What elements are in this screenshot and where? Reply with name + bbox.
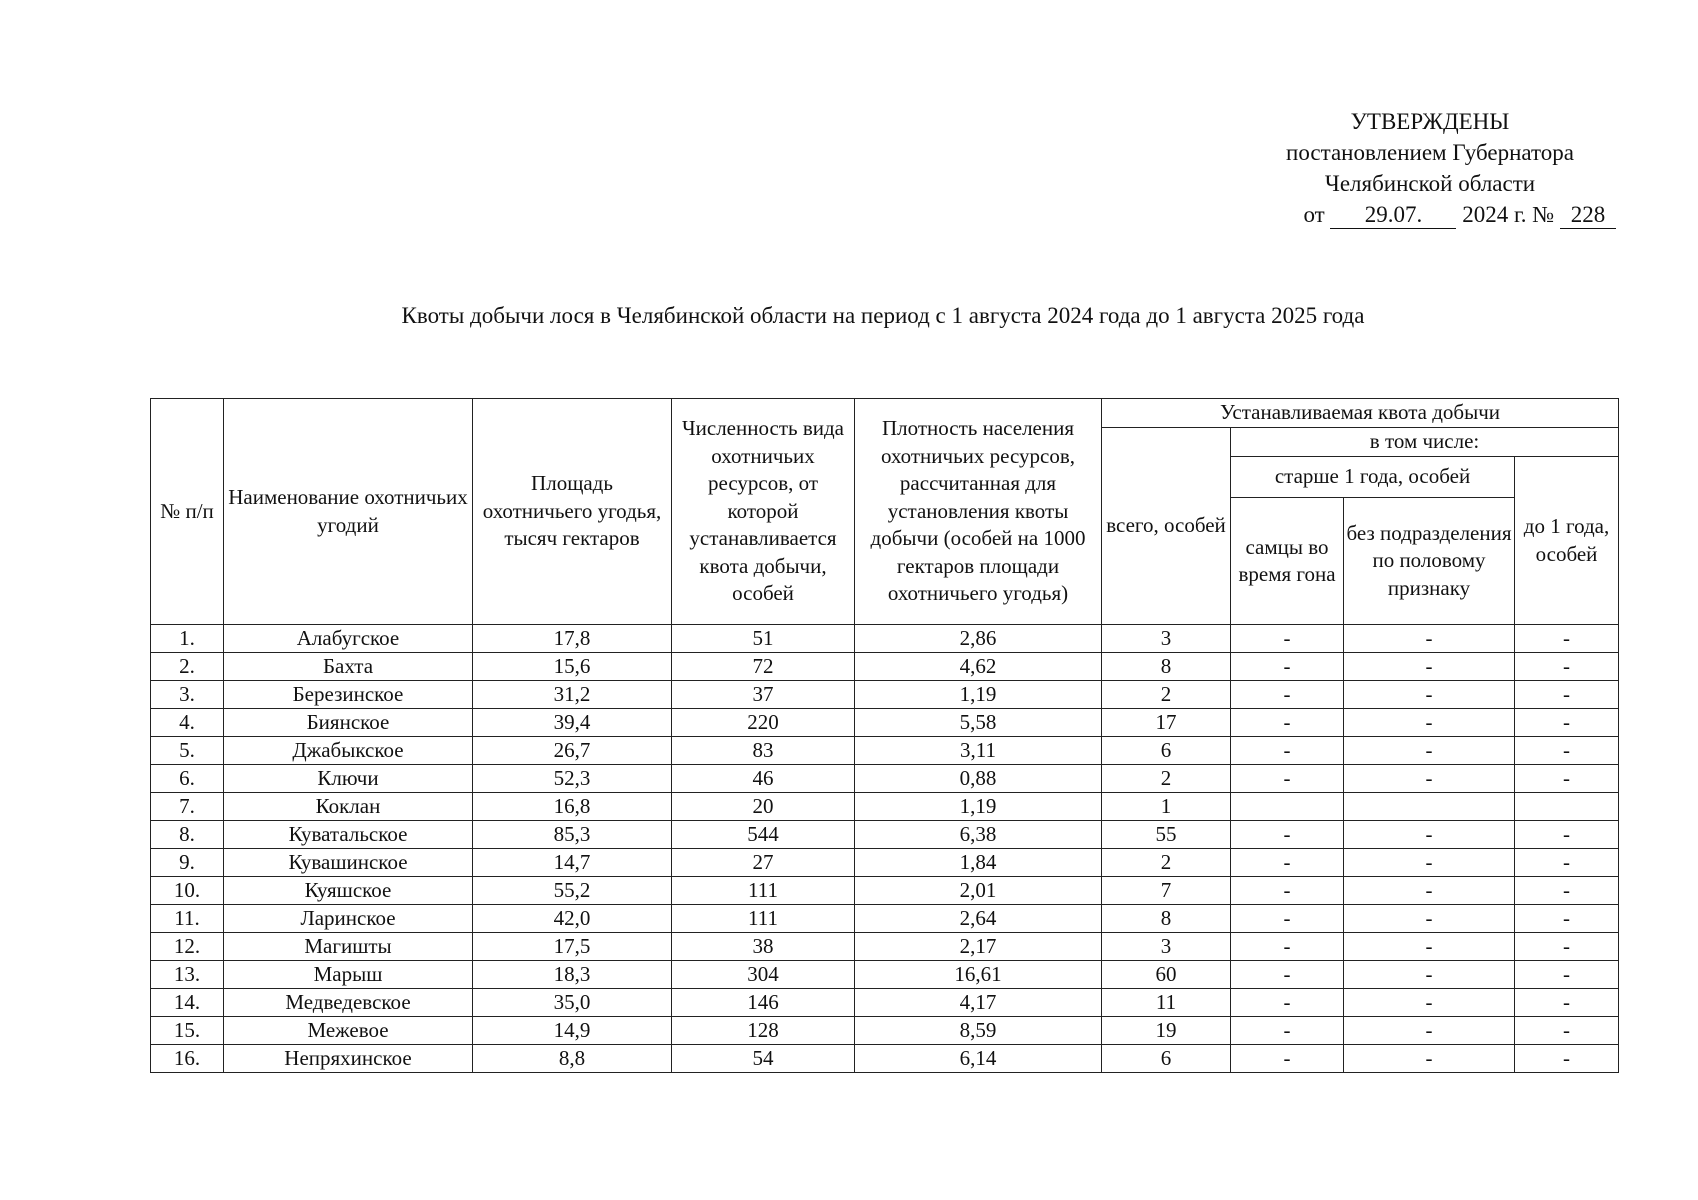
cell-population: 146 [672, 989, 855, 1017]
decree-from-label: от [1303, 202, 1325, 227]
cell-density: 4,17 [855, 989, 1102, 1017]
decree-line [1240, 199, 1620, 230]
quota-table [150, 398, 1619, 1073]
header-density: Плотность населения охотничьих ресурсов, рассчитанная для установления квоты добычи (особей на 1000 гектаров площади охотничьего угодья) [855, 399, 1102, 625]
cell-name: Непряхинское [224, 1045, 473, 1073]
cell-area: 42,0 [473, 905, 672, 933]
cell-males: - [1231, 681, 1344, 709]
header-name: Наименование охотничьих угодий [224, 399, 473, 625]
table-row [151, 625, 1619, 653]
header-population: Численность вида охотничьих ресурсов, от которой устанавливается квота добычи, особей [672, 399, 855, 625]
cell-density: 8,59 [855, 1017, 1102, 1045]
cell-total: 11 [1102, 989, 1231, 1017]
cell-under1: - [1515, 933, 1619, 961]
cell-total: 2 [1102, 681, 1231, 709]
cell-num: 11. [151, 905, 224, 933]
cell-males: - [1231, 1045, 1344, 1073]
cell-num: 8. [151, 821, 224, 849]
table-row [151, 793, 1619, 821]
cell-density: 1,84 [855, 849, 1102, 877]
cell-density: 2,64 [855, 905, 1102, 933]
cell-num: 6. [151, 765, 224, 793]
cell-area: 52,3 [473, 765, 672, 793]
cell-area: 55,2 [473, 877, 672, 905]
cell-under1: - [1515, 877, 1619, 905]
cell-males: - [1231, 989, 1344, 1017]
approval-block [1240, 106, 1620, 230]
cell-no-gender: - [1344, 933, 1515, 961]
cell-name: Марыш [224, 961, 473, 989]
cell-under1: - [1515, 961, 1619, 989]
table-row [151, 989, 1619, 1017]
decree-number: 228 [1560, 202, 1616, 229]
cell-name: Ключи [224, 765, 473, 793]
cell-density: 3,11 [855, 737, 1102, 765]
cell-total: 8 [1102, 905, 1231, 933]
cell-total: 6 [1102, 737, 1231, 765]
cell-name: Куватальское [224, 821, 473, 849]
header-males: самцы во время гона [1231, 498, 1344, 625]
cell-area: 14,7 [473, 849, 672, 877]
cell-no-gender: - [1344, 709, 1515, 737]
cell-under1: - [1515, 905, 1619, 933]
table-row [151, 821, 1619, 849]
cell-density: 5,58 [855, 709, 1102, 737]
cell-population: 304 [672, 961, 855, 989]
header-no-gender: без подразделения по половому признаку [1344, 498, 1515, 625]
cell-population: 544 [672, 821, 855, 849]
cell-num: 16. [151, 1045, 224, 1073]
cell-density: 1,19 [855, 681, 1102, 709]
table-row [151, 737, 1619, 765]
cell-num: 1. [151, 625, 224, 653]
cell-num: 3. [151, 681, 224, 709]
cell-males: - [1231, 765, 1344, 793]
cell-area: 17,8 [473, 625, 672, 653]
cell-num: 13. [151, 961, 224, 989]
table-row [151, 877, 1619, 905]
cell-area: 15,6 [473, 653, 672, 681]
cell-males: - [1231, 961, 1344, 989]
approval-line-1: постановлением Губернатора [1286, 140, 1574, 165]
cell-under1: - [1515, 625, 1619, 653]
cell-males: - [1231, 821, 1344, 849]
cell-no-gender: - [1344, 653, 1515, 681]
cell-area: 8,8 [473, 1045, 672, 1073]
header-quota: Устанавливаемая квота добычи [1102, 399, 1619, 428]
cell-under1: - [1515, 737, 1619, 765]
table-body [151, 625, 1619, 1073]
cell-area: 17,5 [473, 933, 672, 961]
cell-density: 2,17 [855, 933, 1102, 961]
cell-num: 15. [151, 1017, 224, 1045]
cell-name: Биянское [224, 709, 473, 737]
cell-no-gender: - [1344, 765, 1515, 793]
header-older: старше 1 года, особей [1231, 457, 1515, 498]
cell-under1: - [1515, 709, 1619, 737]
cell-population: 128 [672, 1017, 855, 1045]
cell-density: 4,62 [855, 653, 1102, 681]
cell-no-gender: - [1344, 989, 1515, 1017]
cell-no-gender: - [1344, 1017, 1515, 1045]
decree-year: 2024 г. № [1462, 202, 1555, 227]
cell-under1 [1515, 793, 1619, 821]
table-row [151, 905, 1619, 933]
cell-population: 220 [672, 709, 855, 737]
table-row [151, 709, 1619, 737]
cell-num: 10. [151, 877, 224, 905]
cell-total: 17 [1102, 709, 1231, 737]
cell-population: 54 [672, 1045, 855, 1073]
cell-density: 6,14 [855, 1045, 1102, 1073]
decree-date: 29.07. [1330, 202, 1456, 229]
cell-num: 4. [151, 709, 224, 737]
cell-density: 6,38 [855, 821, 1102, 849]
cell-males: - [1231, 933, 1344, 961]
header-total: всего, особей [1102, 428, 1231, 625]
cell-num: 14. [151, 989, 224, 1017]
cell-total: 60 [1102, 961, 1231, 989]
header-under1: до 1 года, особей [1515, 457, 1619, 625]
cell-total: 7 [1102, 877, 1231, 905]
cell-males: - [1231, 625, 1344, 653]
approval-title: УТВЕРЖДЕНЫ [1350, 109, 1510, 134]
approval-line-2: Челябинской области [1324, 171, 1536, 196]
cell-males: - [1231, 849, 1344, 877]
cell-no-gender: - [1344, 849, 1515, 877]
cell-total: 6 [1102, 1045, 1231, 1073]
cell-total: 1 [1102, 793, 1231, 821]
cell-area: 14,9 [473, 1017, 672, 1045]
cell-no-gender [1344, 793, 1515, 821]
cell-no-gender: - [1344, 905, 1515, 933]
table-row [151, 653, 1619, 681]
cell-population: 27 [672, 849, 855, 877]
cell-num: 7. [151, 793, 224, 821]
cell-males: - [1231, 737, 1344, 765]
cell-name: Кувашинское [224, 849, 473, 877]
cell-name: Межевое [224, 1017, 473, 1045]
cell-population: 38 [672, 933, 855, 961]
cell-area: 16,8 [473, 793, 672, 821]
cell-num: 5. [151, 737, 224, 765]
table-row [151, 849, 1619, 877]
cell-name: Джабыкское [224, 737, 473, 765]
cell-total: 3 [1102, 933, 1231, 961]
cell-name: Медведевское [224, 989, 473, 1017]
cell-density: 1,19 [855, 793, 1102, 821]
cell-num: 2. [151, 653, 224, 681]
cell-under1: - [1515, 849, 1619, 877]
cell-population: 20 [672, 793, 855, 821]
cell-name: Коклан [224, 793, 473, 821]
cell-density: 2,86 [855, 625, 1102, 653]
header-num: № п/п [151, 399, 224, 625]
cell-no-gender: - [1344, 877, 1515, 905]
header-including: в том числе: [1231, 428, 1619, 457]
cell-area: 26,7 [473, 737, 672, 765]
cell-population: 111 [672, 905, 855, 933]
cell-no-gender: - [1344, 821, 1515, 849]
cell-males [1231, 793, 1344, 821]
cell-population: 72 [672, 653, 855, 681]
cell-total: 19 [1102, 1017, 1231, 1045]
cell-no-gender: - [1344, 961, 1515, 989]
cell-males: - [1231, 653, 1344, 681]
cell-name: Березинское [224, 681, 473, 709]
cell-density: 2,01 [855, 877, 1102, 905]
cell-name: Ларинское [224, 905, 473, 933]
cell-name: Бахта [224, 653, 473, 681]
cell-under1: - [1515, 1017, 1619, 1045]
cell-under1: - [1515, 821, 1619, 849]
table-row [151, 1045, 1619, 1073]
cell-density: 16,61 [855, 961, 1102, 989]
cell-total: 2 [1102, 765, 1231, 793]
cell-area: 85,3 [473, 821, 672, 849]
cell-area: 39,4 [473, 709, 672, 737]
cell-males: - [1231, 905, 1344, 933]
cell-under1: - [1515, 653, 1619, 681]
cell-total: 8 [1102, 653, 1231, 681]
table-row [151, 765, 1619, 793]
cell-total: 55 [1102, 821, 1231, 849]
cell-under1: - [1515, 989, 1619, 1017]
cell-no-gender: - [1344, 737, 1515, 765]
cell-population: 37 [672, 681, 855, 709]
table-row [151, 1017, 1619, 1045]
cell-area: 31,2 [473, 681, 672, 709]
cell-under1: - [1515, 681, 1619, 709]
cell-under1: - [1515, 765, 1619, 793]
cell-under1: - [1515, 1045, 1619, 1073]
cell-males: - [1231, 1017, 1344, 1045]
cell-total: 2 [1102, 849, 1231, 877]
header-area: Площадь охотничьего угодья, тысяч гектаров [473, 399, 672, 625]
cell-no-gender: - [1344, 1045, 1515, 1073]
cell-no-gender: - [1344, 625, 1515, 653]
cell-density: 0,88 [855, 765, 1102, 793]
cell-population: 51 [672, 625, 855, 653]
cell-no-gender: - [1344, 681, 1515, 709]
document-title: Квоты добычи лося в Челябинской области на период с 1 августа 2024 года до 1 августа 2025 года [401, 303, 1365, 328]
cell-males: - [1231, 877, 1344, 905]
cell-num: 9. [151, 849, 224, 877]
cell-name: Куяшское [224, 877, 473, 905]
table-row [151, 933, 1619, 961]
cell-area: 35,0 [473, 989, 672, 1017]
cell-total: 3 [1102, 625, 1231, 653]
cell-area: 18,3 [473, 961, 672, 989]
table-row [151, 961, 1619, 989]
cell-population: 83 [672, 737, 855, 765]
cell-name: Алабугское [224, 625, 473, 653]
cell-population: 46 [672, 765, 855, 793]
cell-population: 111 [672, 877, 855, 905]
table-row [151, 681, 1619, 709]
cell-males: - [1231, 709, 1344, 737]
cell-num: 12. [151, 933, 224, 961]
cell-name: Магишты [224, 933, 473, 961]
